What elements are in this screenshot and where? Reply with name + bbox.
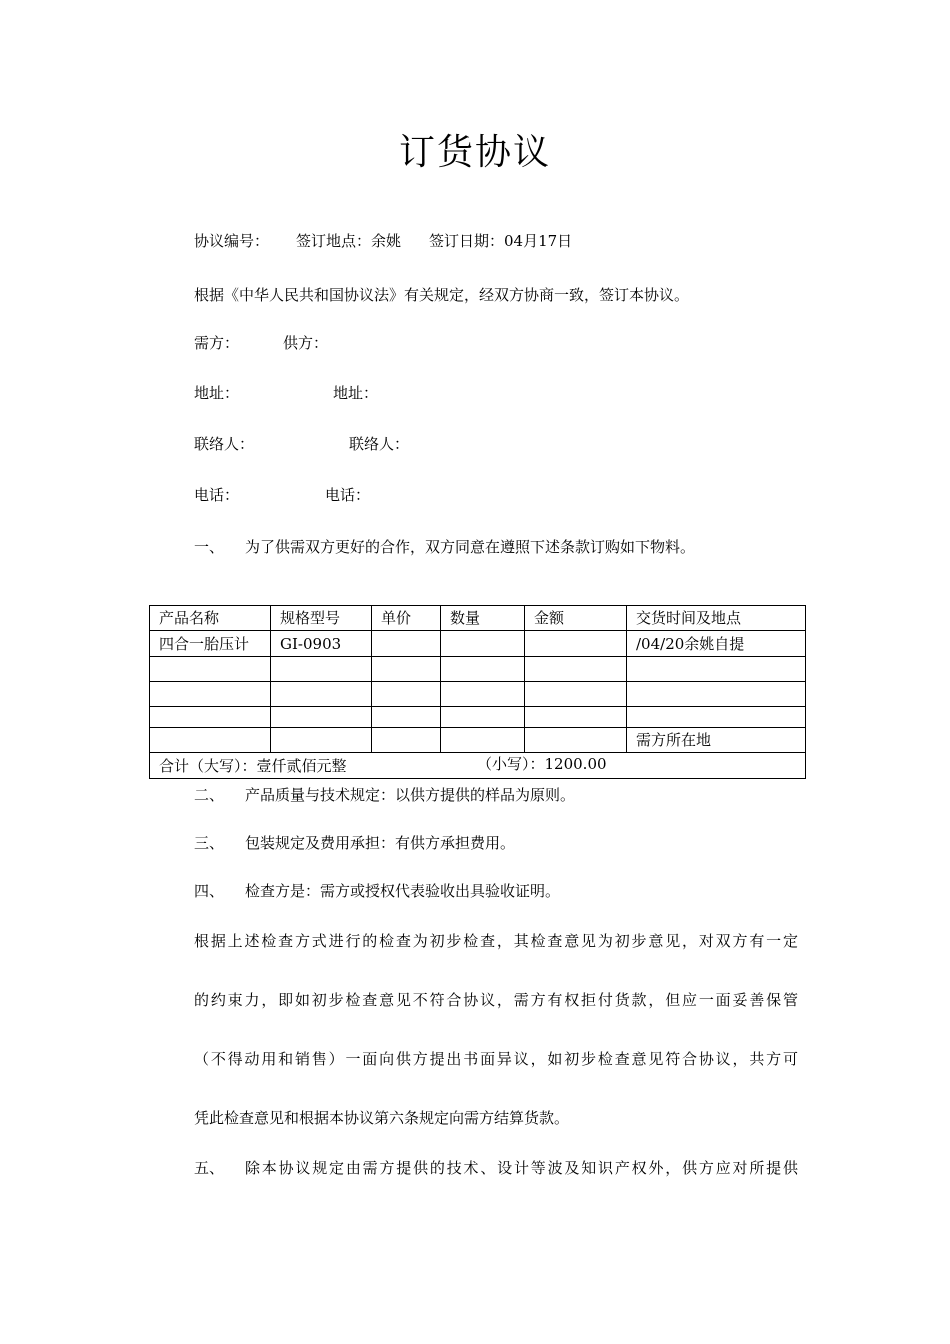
clause-5-text: 除本协议规定由需方提供的技术、设计等波及知识产权外，供方应对所提供 <box>245 1159 798 1177</box>
agreement-number-label: 协议编号： <box>194 232 270 250</box>
buyer-address-label: 地址： <box>194 384 240 402</box>
table-cell: 四合一胎压计 <box>150 631 271 657</box>
table-cell <box>150 707 271 728</box>
buyer-phone-label: 电话： <box>194 486 240 504</box>
table-cell <box>271 657 372 682</box>
header-quantity: 数量 <box>441 606 525 631</box>
table-cell <box>372 657 441 682</box>
table-cell <box>150 657 271 682</box>
clause-1-text: 为了供需双方更好的合作，双方同意在遵照下述条款订购如下物料。 <box>245 538 696 556</box>
table-cell <box>150 728 271 753</box>
inspection-paragraph-line: 凭此检查意见和根据本协议第六条规定向需方结算货款。 <box>194 1109 570 1127</box>
table-cell <box>627 657 806 682</box>
table-cell <box>150 682 271 707</box>
clause-3-number: 三、 <box>194 834 225 852</box>
table-cell <box>627 707 806 728</box>
table-cell <box>441 707 525 728</box>
clause-4-number: 四、 <box>194 882 225 900</box>
intro-paragraph: 根据《中华人民共和国协议法》有关规定，经双方协商一致，签订本协议。 <box>194 286 690 304</box>
table-cell <box>372 707 441 728</box>
total-upper: 合计（大写）：壹仟贰佰元整 <box>159 756 347 775</box>
table-cell: /04/20余姚自提 <box>627 631 806 657</box>
table-cell <box>372 682 441 707</box>
table-cell <box>441 657 525 682</box>
header-unit-price: 单价 <box>372 606 441 631</box>
clause-5-number: 五、 <box>194 1159 225 1177</box>
table-header-row <box>150 606 806 631</box>
table-row <box>150 682 806 707</box>
table-row <box>150 657 806 682</box>
table-cell <box>525 707 627 728</box>
clause-2-text: 产品质量与技术规定：以供方提供的样品为原则。 <box>245 786 576 804</box>
table-cell <box>441 631 525 657</box>
header-product-name: 产品名称 <box>150 606 271 631</box>
table-cell <box>441 728 525 753</box>
table-row <box>150 631 806 657</box>
header-amount: 金额 <box>525 606 627 631</box>
table-cell: GI-0903 <box>271 631 372 657</box>
table-cell <box>271 707 372 728</box>
total-lower: （小写）：1200.00 <box>477 755 607 773</box>
table-row <box>150 728 806 753</box>
table-row <box>150 707 806 728</box>
inspection-paragraph-line: （不得动用和销售）一面向供方提出书面异议，如初步检查意见符合协议，共方可 <box>194 1050 798 1068</box>
supplier-contact-label: 联络人： <box>349 435 410 453</box>
sign-place: 签订地点：余姚 <box>296 232 402 250</box>
header-spec-model: 规格型号 <box>271 606 372 631</box>
goods-table <box>149 605 806 779</box>
table-cell <box>525 682 627 707</box>
buyer-label: 需方： <box>194 334 240 352</box>
supplier-phone-label: 电话： <box>325 486 371 504</box>
buyer-contact-label: 联络人： <box>194 435 255 453</box>
sign-date: 签订日期：04月17日 <box>429 232 573 250</box>
table-cell <box>271 728 372 753</box>
clause-1-number: 一、 <box>194 538 225 556</box>
table-cell <box>372 728 441 753</box>
table-cell <box>525 631 627 657</box>
clause-3-text: 包装规定及费用承担：有供方承担费用。 <box>245 834 516 852</box>
table-cell <box>441 682 525 707</box>
table-cell <box>271 682 372 707</box>
clause-4-text: 检查方是：需方或授权代表验收出具验收证明。 <box>245 882 561 900</box>
table-total-row <box>150 753 806 779</box>
table-cell <box>525 728 627 753</box>
document-title: 订货协议 <box>398 132 551 173</box>
supplier-address-label: 地址： <box>333 384 379 402</box>
inspection-paragraph-line: 根据上述检查方式进行的检查为初步检查，其检查意见为初步意见，对双方有一定 <box>194 932 798 950</box>
table-cell <box>372 631 441 657</box>
supplier-label: 供方： <box>283 334 329 352</box>
clause-2-number: 二、 <box>194 786 225 804</box>
total-cell <box>150 753 806 779</box>
table-cell <box>525 657 627 682</box>
table-cell <box>627 682 806 707</box>
inspection-paragraph-line: 的约束力，即如初步检查意见不符合协议，需方有权拒付货款，但应一面妥善保管 <box>194 991 798 1009</box>
table-cell: 需方所在地 <box>627 728 806 753</box>
header-delivery: 交货时间及地点 <box>627 606 806 631</box>
